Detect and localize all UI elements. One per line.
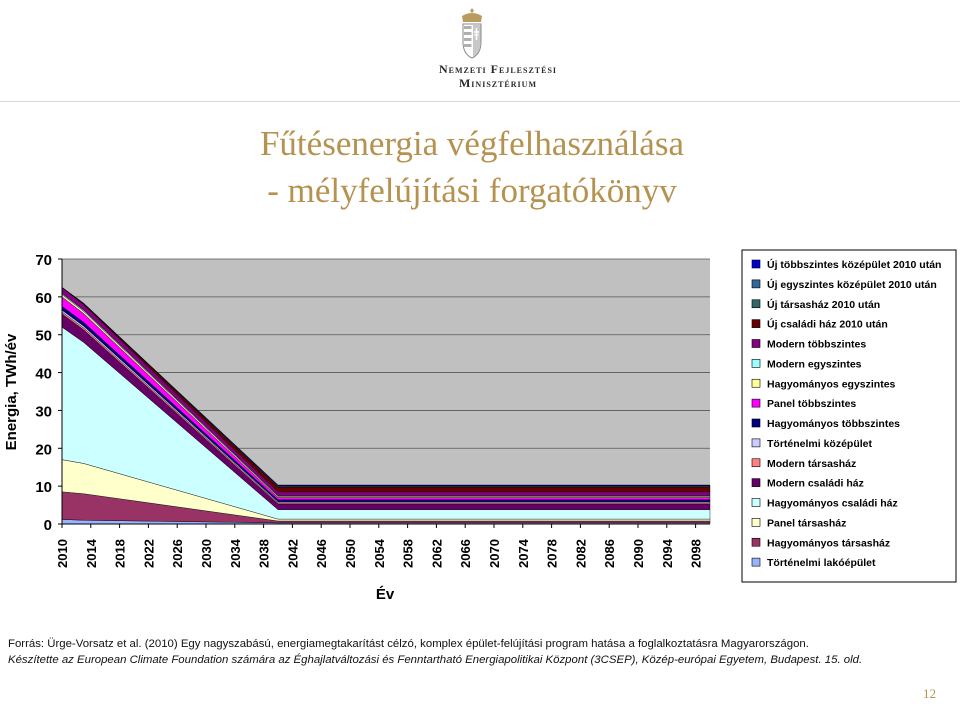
legend-swatch: [752, 558, 760, 566]
header-divider: [0, 101, 960, 102]
legend-swatch: [752, 280, 760, 288]
x-axis-label: Év: [375, 586, 395, 603]
legend-label: Hagyományos többszintes: [767, 418, 901, 430]
legend-swatch: [752, 379, 760, 387]
x-tick-label: 2074: [515, 539, 531, 568]
x-tick-label: 2094: [659, 539, 675, 568]
legend-label: Panel többszintes: [767, 398, 857, 411]
legend-label: Modern társasház: [767, 457, 857, 470]
y-tick-label: 30: [35, 403, 52, 421]
x-tick-label: 2086: [602, 539, 618, 568]
legend-swatch: [752, 399, 760, 407]
legend-swatch: [752, 538, 760, 546]
legend-label: Új családi ház 2010 után: [767, 318, 888, 331]
coat-of-arms-icon: [455, 6, 489, 60]
legend-swatch: [752, 340, 760, 348]
x-tick-label: 2042: [285, 539, 301, 568]
y-tick-label: 40: [35, 365, 52, 383]
x-tick-label: 2066: [458, 539, 474, 568]
source-line1: Forrás: Ürge-Vorsatz et al. (2010) Egy nagyszabású, energiamegtakarítást célzó, komplex épület-felújítási program hatása a foglalkoztatásra Magyarországon.: [8, 638, 809, 650]
legend-swatch: [752, 439, 760, 447]
legend-label: Történelmi középület: [767, 437, 873, 450]
legend-label: Modern egyszintes: [767, 358, 862, 371]
x-tick-label: 2070: [487, 539, 502, 568]
x-tick-label: 2090: [631, 539, 646, 568]
y-tick-label: 60: [35, 289, 52, 307]
y-tick-label: 10: [35, 479, 52, 497]
source-note: [8, 636, 952, 668]
legend-swatch: [752, 320, 760, 328]
x-tick-label: 2018: [112, 539, 128, 568]
legend-swatch: [752, 300, 760, 308]
legend-label: Hagyományos társasház: [767, 537, 891, 550]
ministry-name-line2: Minisztérium: [458, 76, 537, 90]
x-tick-label: 2082: [573, 539, 589, 568]
legend-swatch: [752, 419, 760, 427]
x-tick-label: 2014: [83, 539, 99, 568]
x-tick-label: 2062: [429, 539, 445, 568]
chart-legend: [742, 250, 956, 582]
x-tick-label: 2038: [256, 539, 272, 568]
slide-title-line2: - mélyfelújítási forgatókönyv: [267, 171, 677, 210]
x-tick-label: 2058: [400, 539, 416, 568]
y-tick-label: 20: [35, 441, 52, 459]
stacked-area-chart: [0, 232, 960, 632]
y-tick-label: 0: [43, 517, 52, 534]
legend-label: Modern többszintes: [767, 338, 867, 351]
legend-swatch: [752, 459, 760, 467]
y-tick-label: 50: [35, 327, 52, 345]
x-tick-label: 2054: [371, 539, 387, 568]
source-line2: Készítette az European Climate Foundation számára az Éghajlatváltozási és Fenntartható Energiapolitikai Központ (3CSEP), Közép-európai Egyetem, Budapest. 15. old.: [8, 654, 863, 666]
legend-swatch: [752, 518, 760, 526]
legend-label: Történelmi lakóépület: [767, 557, 876, 570]
x-tick-label: 2050: [343, 539, 358, 568]
y-axis-label: Energia, TWh/év: [3, 333, 20, 451]
page-number: 12: [923, 686, 936, 701]
x-tick-label: 2010: [55, 539, 70, 568]
legend-label: Új egyszintes középület 2010 után: [767, 278, 937, 291]
x-tick-label: 2078: [544, 539, 560, 568]
slide-title-line1: Fűtésenergia végfelhasználása: [259, 124, 685, 163]
legend-label: Új társasház 2010 után: [767, 298, 881, 311]
x-tick-label: 2026: [170, 539, 186, 568]
legend-label: Hagyományos családi ház: [767, 497, 898, 510]
legend-swatch: [752, 260, 760, 268]
ministry-name-line1: Nemzeti Fejlesztési: [438, 62, 558, 76]
ministry-logo: [0, 0, 960, 100]
x-tick-label: 2022: [141, 539, 157, 568]
legend-swatch: [752, 499, 760, 507]
x-tick-label: 2034: [227, 539, 243, 568]
legend-swatch: [752, 359, 760, 367]
x-tick-label: 2046: [314, 539, 330, 568]
legend-label: Modern családi ház: [767, 477, 864, 490]
x-tick-label: 2098: [688, 539, 704, 568]
legend-swatch: [752, 479, 760, 487]
legend-label: Új többszintes középület 2010 után: [767, 259, 942, 271]
y-tick-label: 70: [35, 252, 52, 269]
legend-label: Hagyományos egyszintes: [767, 378, 896, 391]
legend-label: Panel társasház: [767, 517, 847, 530]
x-tick-label: 2030: [199, 539, 214, 568]
